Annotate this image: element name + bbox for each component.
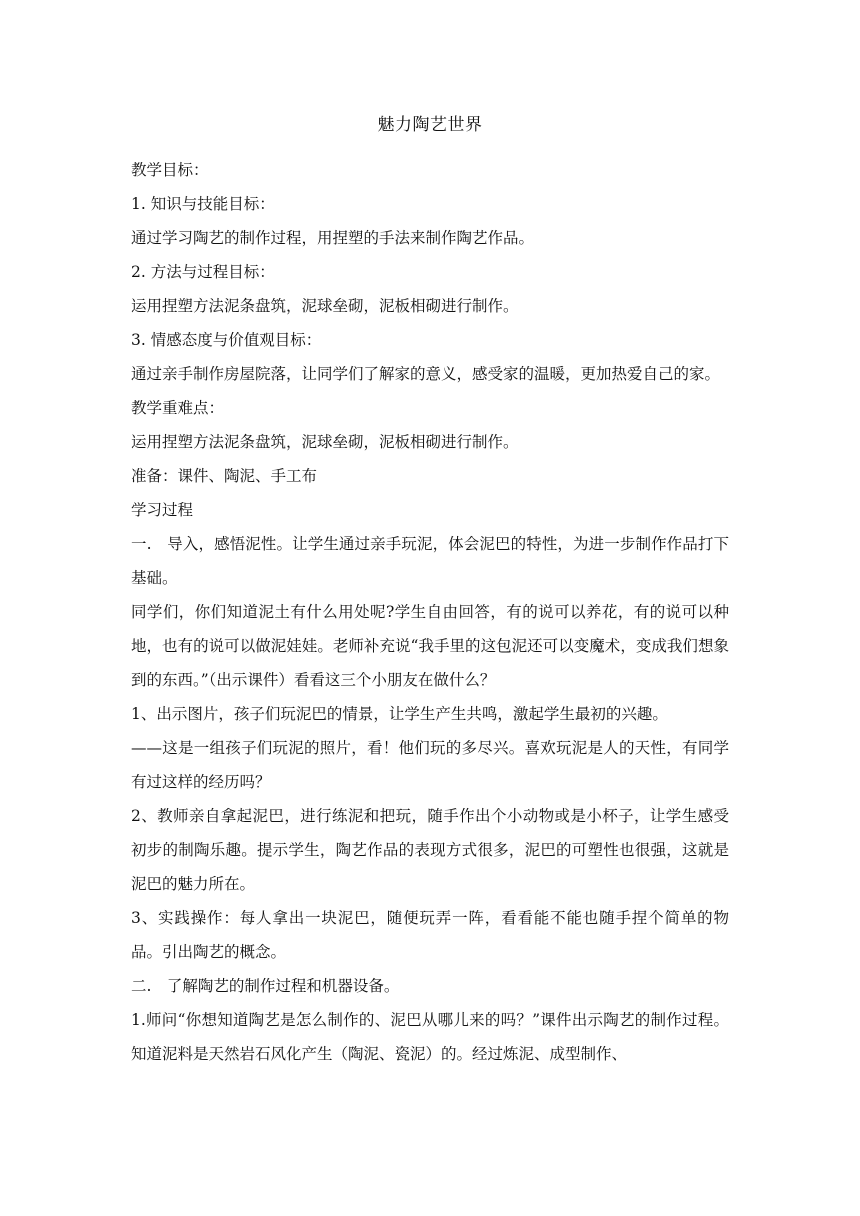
paragraph: 运用捏塑方法泥条盘筑，泥球垒砌，泥板相砌进行制作。 bbox=[131, 297, 519, 315]
paragraph: 教学重难点： bbox=[131, 399, 225, 417]
document-body bbox=[131, 153, 729, 1071]
paragraph: 二. 了解陶艺的制作过程和机器设备。 bbox=[131, 977, 400, 995]
paragraph: 学习过程 bbox=[131, 501, 194, 519]
paragraph: 通过亲手制作房屋院落，让同学们了解家的意义，感受家的温暖，更加热爱自己的家。 bbox=[131, 365, 721, 383]
paragraph: 通过学习陶艺的制作过程，用捏塑的手法来制作陶艺作品。 bbox=[131, 229, 535, 247]
paragraph: 同学们，你们知道泥土有什么用处呢?学生自由回答，有的说可以养花，有的说可以种地，也有的说可以做泥娃娃。老师补充说“我手里的这包泥还可以变魔术，变成我们想象到的东西。”（出示课件）看看这三个小朋友在做什么？ bbox=[131, 603, 729, 689]
document-title: 魅力陶艺世界 bbox=[377, 115, 483, 135]
paragraph: 3、实践操作：每人拿出一块泥巴，随便玩弄一阵，看看能不能也随手捏个简单的物品。引出陶艺的概念。 bbox=[131, 909, 729, 961]
paragraph: 教学目标： bbox=[131, 161, 209, 179]
paragraph: 准备：课件、陶泥、手工布 bbox=[131, 467, 318, 485]
paragraph: 1. 知识与技能目标： bbox=[131, 195, 275, 213]
paragraph: 运用捏塑方法泥条盘筑，泥球垒砌，泥板相砌进行制作。 bbox=[131, 433, 519, 451]
paragraph: 1.师问“你想知道陶艺是怎么制作的、泥巴从哪儿来的吗？”课件出示陶艺的制作过程。知道泥料是天然岩石风化产生（陶泥、瓷泥）的。经过炼泥、成型制作、 bbox=[131, 1011, 729, 1063]
paragraph: 3. 情感态度与价值观目标： bbox=[131, 331, 322, 349]
paragraph: 一. 导入，感悟泥性。让学生通过亲手玩泥，体会泥巴的特性，为进一步制作作品打下基础。 bbox=[131, 535, 729, 587]
paragraph: ——这是一组孩子们玩泥的照片，看！他们玩的多尽兴。喜欢玩泥是人的天性，有同学有过这样的经历吗？ bbox=[131, 739, 729, 791]
paragraph: 2、教师亲自拿起泥巴，进行练泥和把玩，随手作出个小动物或是小杯子，让学生感受初步的制陶乐趣。提示学生，陶艺作品的表现方式很多，泥巴的可塑性也很强，这就是泥巴的魅力所在。 bbox=[131, 807, 729, 893]
paragraph: 1、出示图片，孩子们玩泥巴的情景，让学生产生共鸣，激起学生最初的兴趣。 bbox=[131, 705, 668, 723]
paragraph: 2. 方法与过程目标： bbox=[131, 263, 275, 281]
